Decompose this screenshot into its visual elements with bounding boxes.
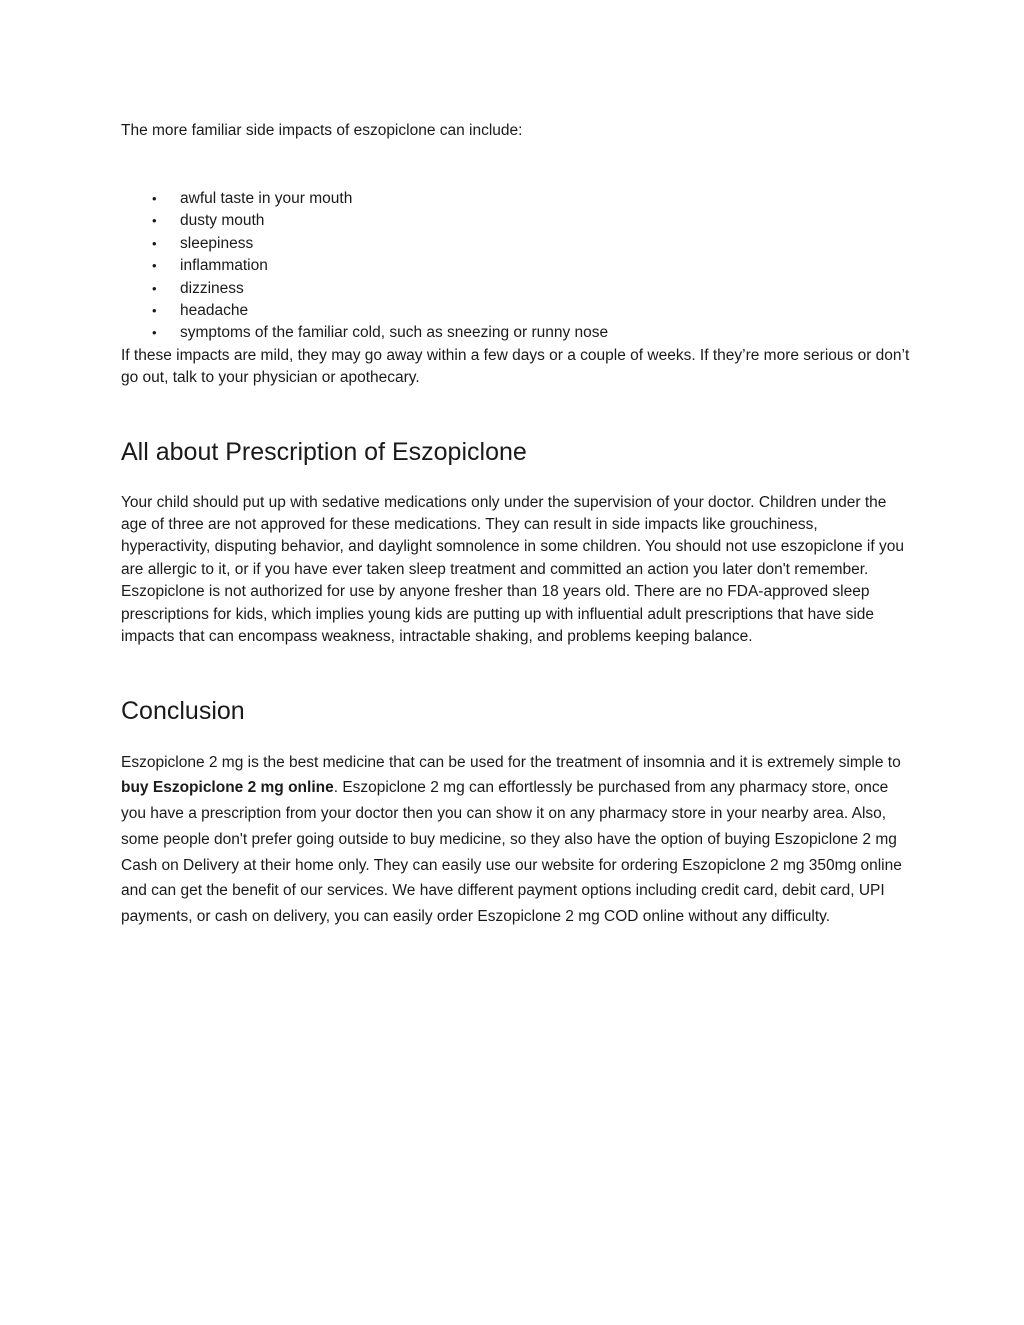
intro-paragraph: The more familiar side impacts of eszopiclone can include:	[121, 122, 523, 139]
bullet-icon: •	[152, 325, 157, 341]
prescription-paragraph: Your child should put up with sedative medications only under the supervision of your doctor. Children under the age of three are not approved for these medications. They can result in side impacts like grouchiness, hyperactivity, disputing behavior, and daylight somnolence in some children. You should not use eszopiclone if you are allergic to it, or if you have ever taken sleep treatment and committed an action you later don't remember. Eszopiclone is not authorized for use by anyone fresher than 18 years old. There are no FDA-approved sleep prescriptions for kids, which implies young kids are putting up with influential adult prescriptions that have side impacts that can encompass weakness, intractable shaking, and problems keeping balance.	[121, 493, 904, 646]
bullet-icon: •	[152, 258, 157, 274]
list-item-text: headache	[180, 302, 249, 320]
list-item	[121, 322, 911, 344]
list-item-text: awful taste in your mouth	[180, 190, 353, 207]
list-item	[121, 300, 911, 322]
document-page	[121, 120, 911, 946]
buy-online-bold-text: buy Eszopiclone 2 mg online	[121, 779, 334, 797]
list-item	[121, 210, 911, 232]
list-item	[121, 255, 911, 277]
bullet-icon: •	[152, 280, 157, 296]
conclusion-paragraph	[121, 750, 911, 931]
mild-effects-paragraph: If these impacts are mild, they may go away within a few days or a couple of weeks. If they’re more serious or don’t go out, talk to your physician or apothecary.	[121, 346, 910, 387]
list-item-text: dizziness	[180, 279, 244, 297]
list-item-text: symptoms of the familiar cold, such as sneezing or runny nose	[180, 324, 609, 342]
list-item-text: sleepiness	[180, 234, 254, 252]
list-item	[121, 233, 911, 255]
side-effects-list	[121, 188, 911, 345]
conclusion-text-end: . Eszopiclone 2 mg can effortlessly be purchased from any pharmacy store, once you have a prescription from your doctor then you can show it on any pharmacy store in your nearby area. Also, some people don't prefer going outside to buy medicine, so they also have the option of buying Eszopiclone 2 mg Cash on Delivery at their home only. They can easily use our website for ordering Eszopiclone 2 mg 350mg online and can get the benefit of our services. We have different payment options including credit card, debit card, UPI payments, or cash on delivery, you can easily order Eszopiclone 2 mg COD online without any difficulty.	[121, 779, 902, 926]
conclusion-heading: Conclusion	[121, 696, 245, 725]
list-item-text: dusty mouth	[180, 212, 265, 230]
list-item-text: inflammation	[180, 257, 268, 275]
list-item	[121, 278, 911, 300]
bullet-icon: •	[152, 235, 157, 251]
prescription-heading: All about Prescription of Eszopiclone	[121, 437, 527, 466]
bullet-icon: •	[152, 303, 157, 319]
conclusion-text-start: Eszopiclone 2 mg is the best medicine that can be used for the treatment of insomnia and it is extremely simple to	[121, 753, 901, 771]
list-item	[121, 188, 911, 210]
bullet-icon: •	[152, 213, 157, 229]
bullet-icon: •	[152, 191, 157, 206]
